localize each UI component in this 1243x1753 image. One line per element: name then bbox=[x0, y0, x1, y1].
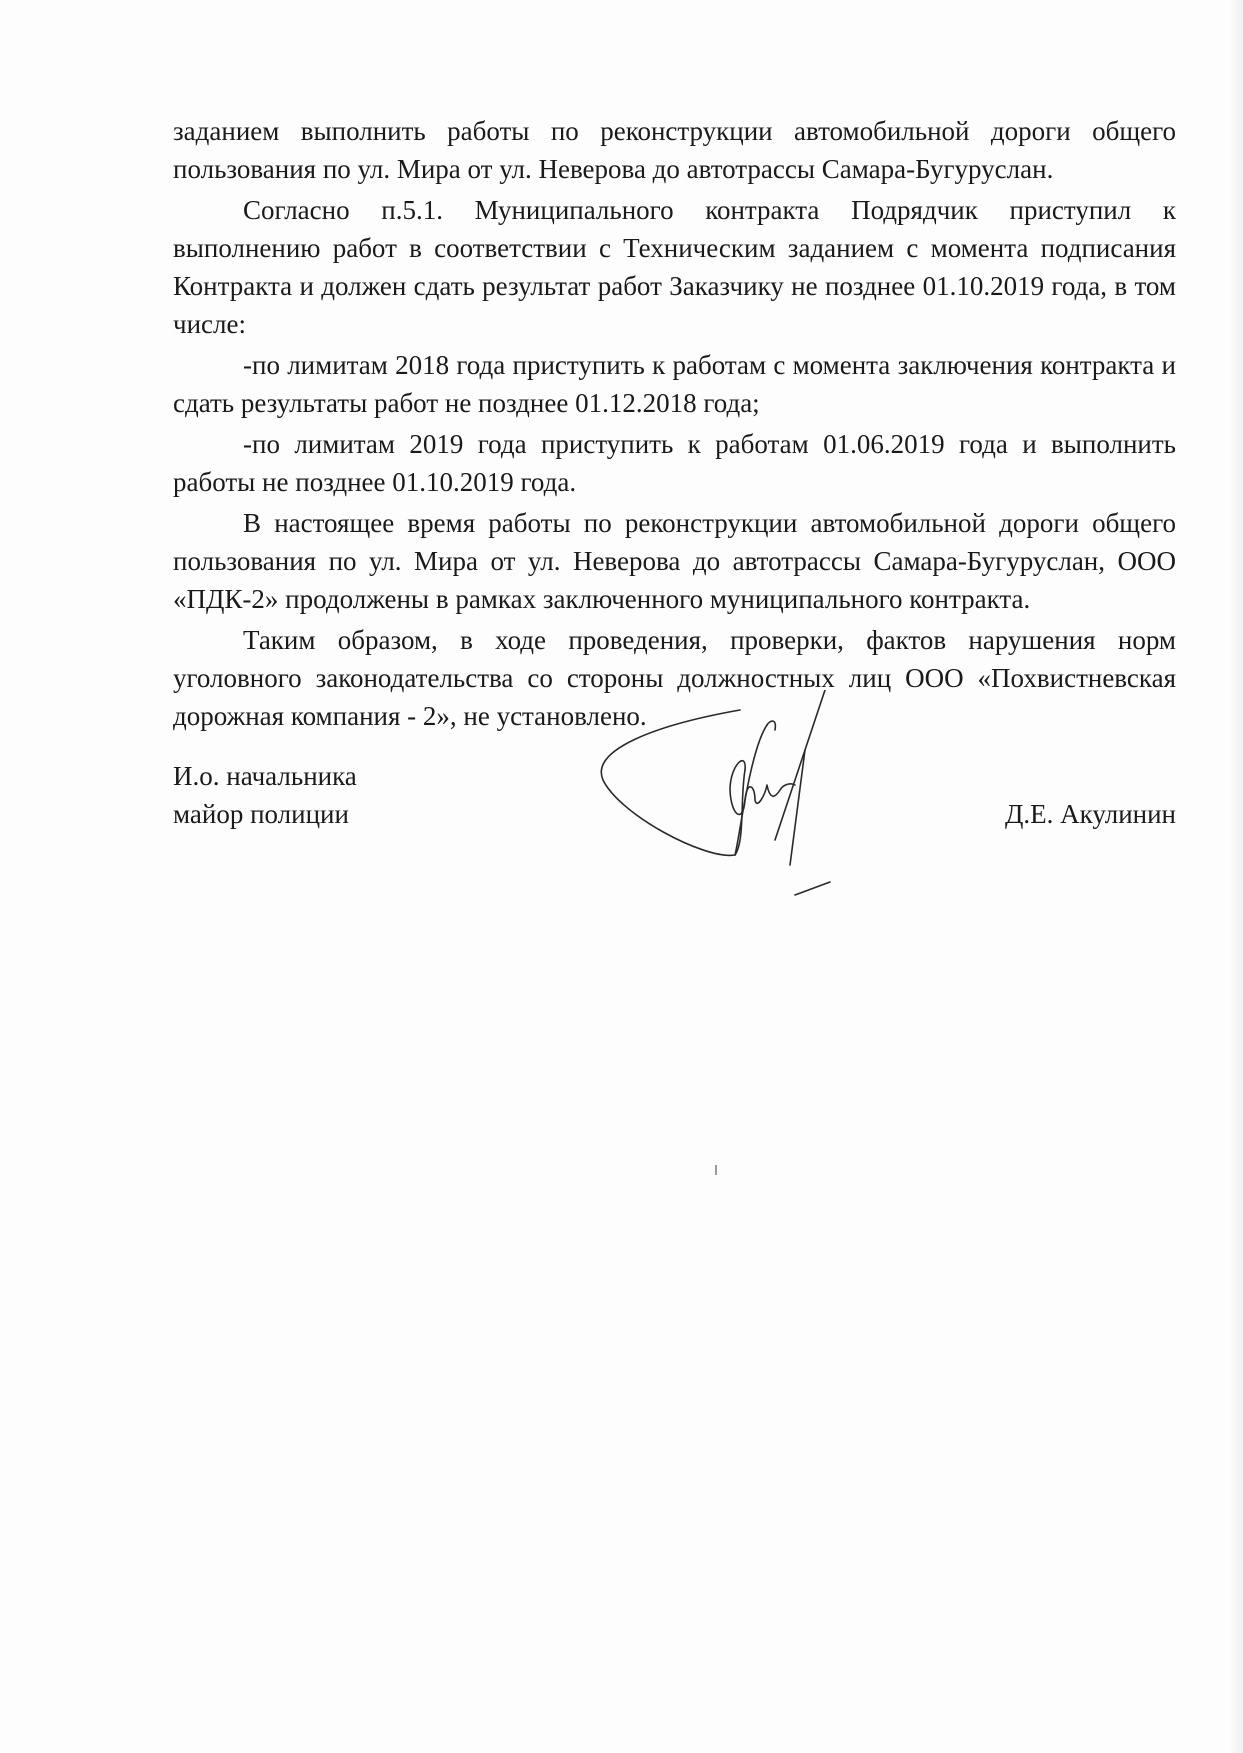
signatory-position-line2: майор полиции bbox=[173, 799, 349, 829]
handwritten-signature-icon bbox=[595, 690, 885, 900]
signatory-position-line1: И.о. начальника bbox=[173, 761, 357, 791]
signatory-name: Д.Е. Акулинин bbox=[1005, 799, 1176, 829]
document-body bbox=[173, 112, 1176, 738]
scan-edge bbox=[1229, 0, 1243, 1753]
paragraph-contract-clause: Согласно п.5.1. Муниципального контракта Подрядчик приступил к выполнению работ в соответствии с Техническим заданием с момента подписания Контракта и должен сдать результат работ Заказчику не позднее 01.10.2019 года, в том числе: bbox=[173, 195, 1176, 339]
paragraph-limits-2018: -по лимитам 2018 года приступить к работам с момента заключения контракта и сдать результаты работ не позднее 01.12.2018 года; bbox=[173, 350, 1176, 418]
paragraph-conclusion: Таким образом, в ходе проведения, проверки, фактов нарушения норм уголовного законодательства со стороны должностных лиц ООО «Похвистневская дорожная компания - 2», не установлено. bbox=[173, 625, 1176, 731]
paragraph-limits-2019: -по лимитам 2019 года приступить к работам 01.06.2019 года и выполнить работы не позднее 01.10.2019 года. bbox=[173, 429, 1176, 497]
scan-speck bbox=[715, 1165, 717, 1175]
paragraph-continuation: заданием выполнить работы по реконструкции автомобильной дороги общего пользования по ул. Мира от ул. Неверова до автотрассы Самара-Бугуруслан. bbox=[173, 116, 1176, 184]
signatory-position bbox=[173, 757, 357, 833]
paragraph-current-status: В настоящее время работы по реконструкции автомобильной дороги общего пользования по ул. Мира от ул. Неверова до автотрассы Самара-Бугуруслан, ООО «ПДК-2» продолжены в рамках заключенного муниципального контракта. bbox=[173, 508, 1176, 614]
